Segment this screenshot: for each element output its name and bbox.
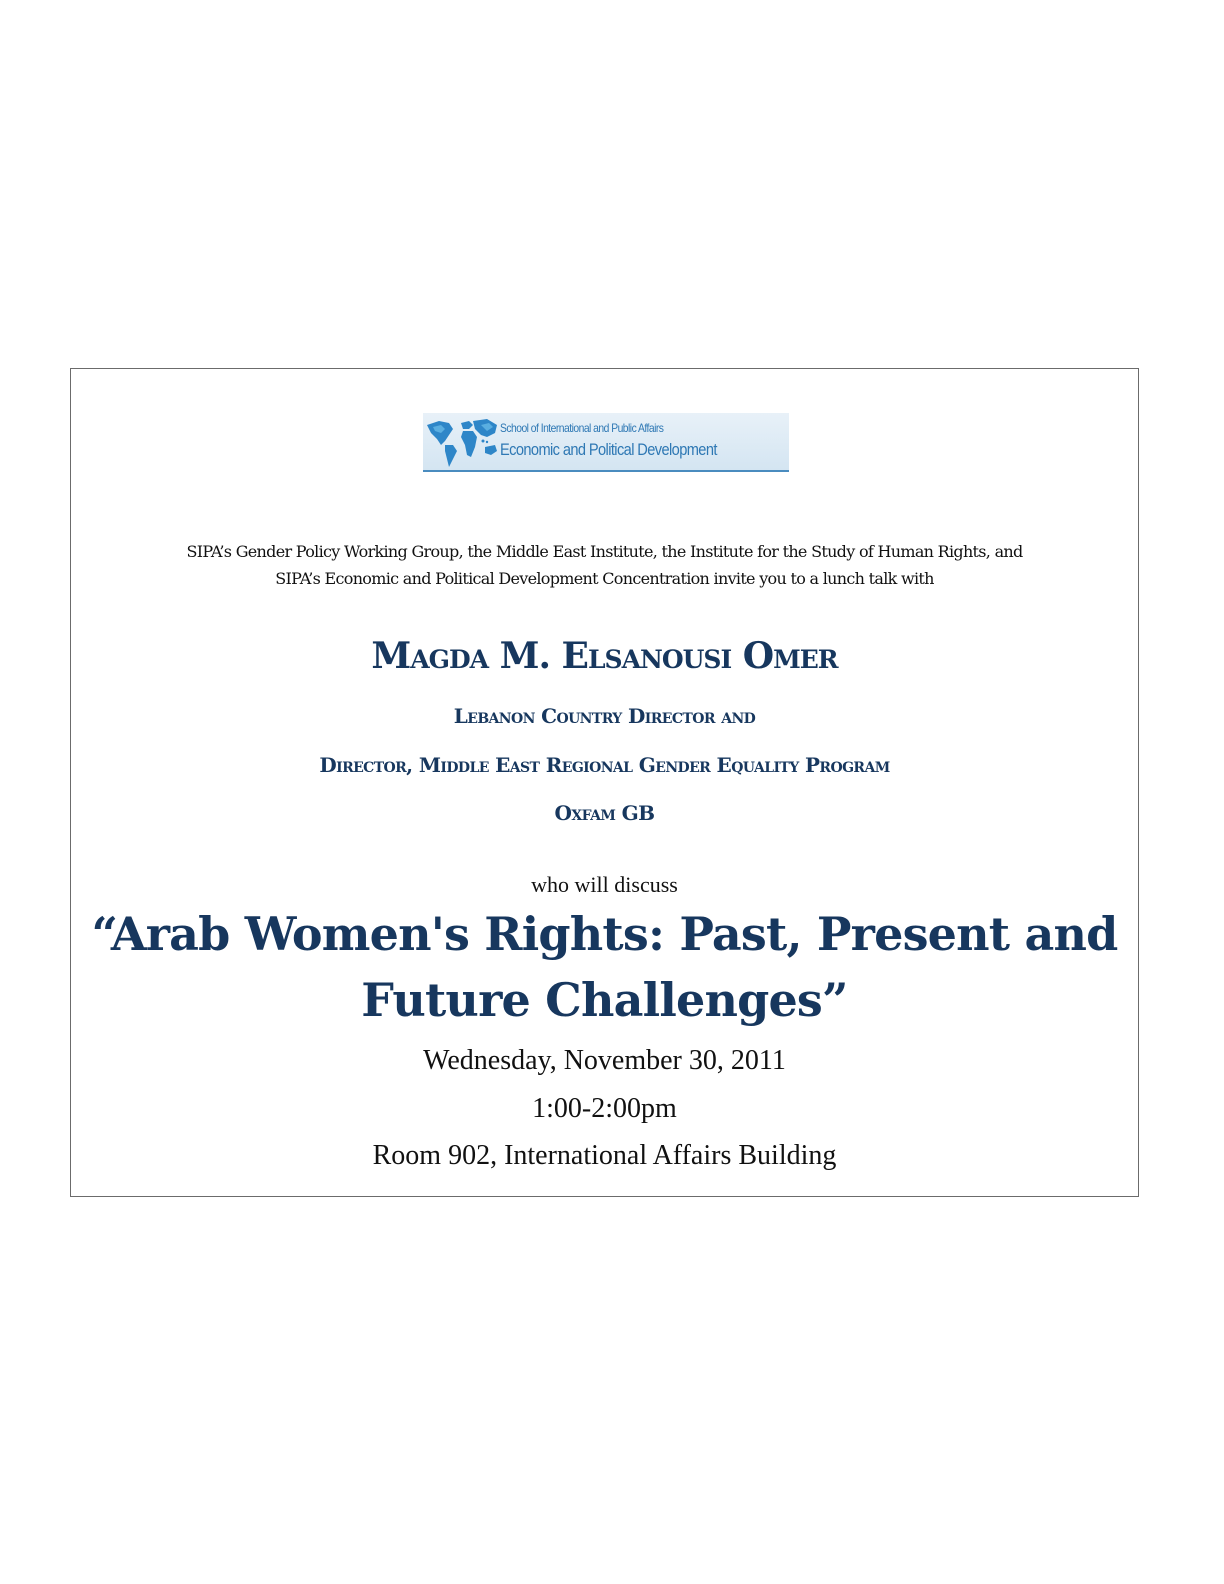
speaker-role-line-1: Lebanon Country Director and xyxy=(453,704,756,728)
invitation-line-1: SIPA’s Gender Policy Working Group, the Middle East Institute, the Institute for the Study of Human Rights, and xyxy=(186,542,1023,561)
logo-school-name: School of International and Public Affairs xyxy=(500,421,664,435)
event-time: 1:00-2:00pm xyxy=(532,1093,677,1124)
sipa-logo xyxy=(423,413,789,472)
speaker-organization: Oxfam GB xyxy=(554,801,655,825)
invitation-text xyxy=(71,538,1138,592)
speaker-name: Magda M. Elsanousi Omer xyxy=(371,635,838,677)
talk-title-line-2: Future Challenges” xyxy=(361,973,848,1027)
event-date: Wednesday, November 30, 2011 xyxy=(423,1045,786,1076)
event-location: Room 902, International Affairs Building xyxy=(372,1140,837,1171)
speaker-role-line-2: Director, Middle East Regional Gender Equality Program xyxy=(319,753,890,777)
invitation-line-2: SIPA’s Economic and Political Development Concentration invite you to a lunch talk with xyxy=(275,569,934,588)
talk-title xyxy=(71,901,1138,1033)
event-flyer-frame xyxy=(70,368,1139,1197)
logo-concentration-name: Economic and Political Development xyxy=(500,440,717,459)
world-map-icon xyxy=(425,415,499,469)
talk-intro: who will discuss xyxy=(531,872,678,897)
talk-title-line-1: “Arab Women's Rights: Past, Present and xyxy=(91,907,1118,961)
